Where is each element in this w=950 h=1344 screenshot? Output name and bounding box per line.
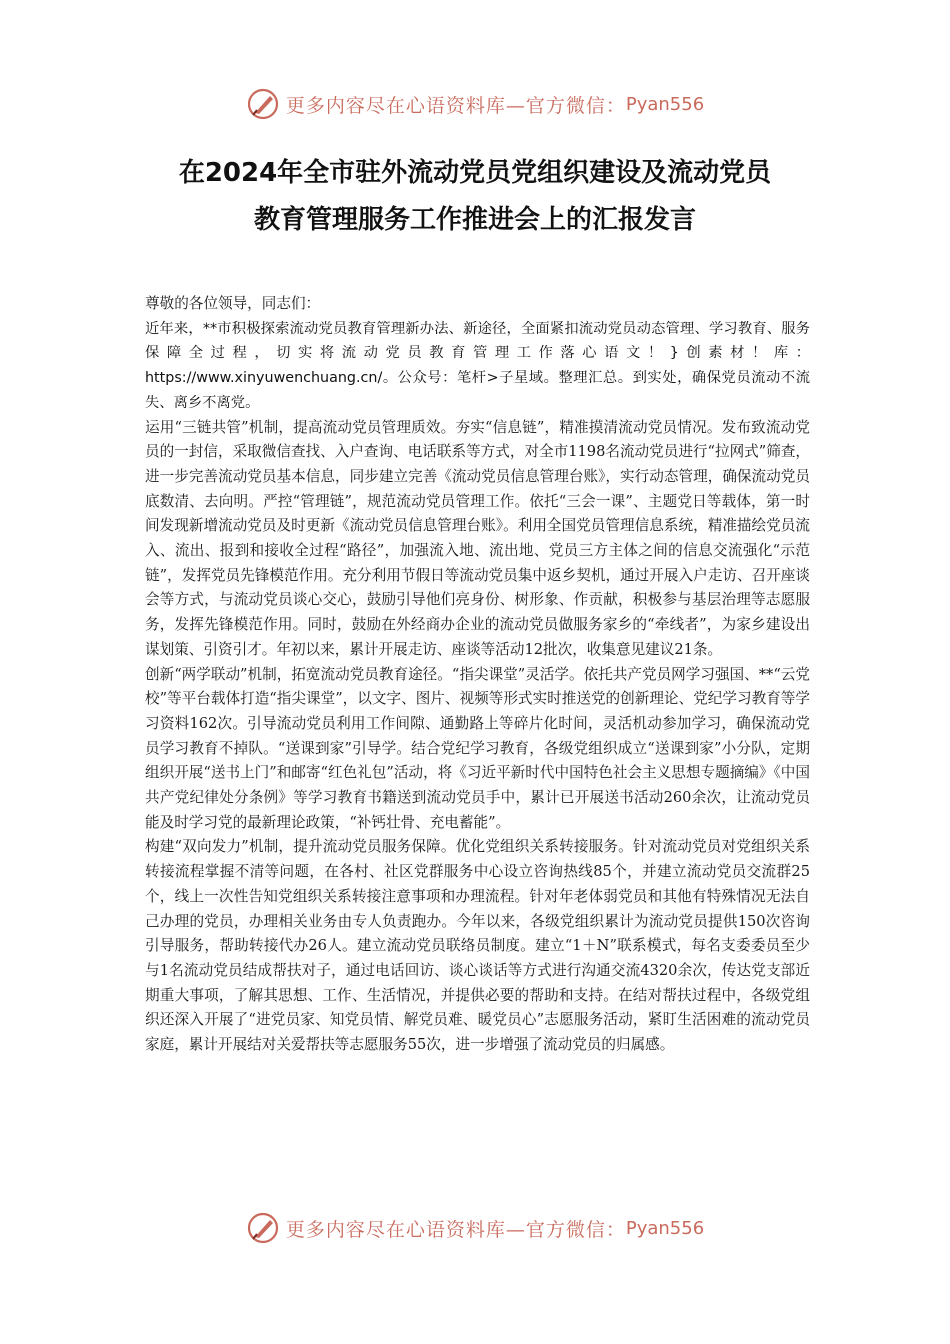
salutation: 尊敬的各位领导，同志们：	[145, 295, 321, 312]
title-line-2: 教育管理服务工作推进会上的汇报发言	[253, 205, 696, 235]
document-title	[120, 150, 830, 244]
paragraph-service: 构建“双向发力”机制，提升流动党员服务保障。优化党组织关系转接服务。针对流动党员对党组织关系转接流程掌握不清等问题，在各村、社区党群服务中心设立咨询热线85个，并建立流动党员交流群25个，线上一次性告知党组织关系转接注意事项和办理流程。针对年老体弱党员和其他有特殊情况无法自己办理的党员，办理相关业务由专人负责跑办。今年以来，各级党组织累计为流动党员提供150次咨询引导服务，帮助转接代办26人。建立流动党员联络员制度。建立“1＋N”联系模式，每名支委委员至少与1名流动党员结成帮扶对子，通过电话回访、谈心谈话等方式进行沟通交流4320余次，传达党支部近期重大事项，了解其思想、工作、生活情况，并提供必要的帮助和支持。在结对帮扶过程中，各级党组织还深入开展了“进党员家、知党员情、解党员难、暖党员心”志愿服务活动，紧盯生活困难的流动党员家庭，累计开展结对关爱帮扶等志愿服务55次，进一步增强了流动党员的归属感。	[145, 838, 810, 1054]
header-banner	[0, 84, 950, 124]
intro-paragraph: 近年来，**市积极探索流动党员教育管理新办法、新途径，全面紧扣流动党员动态管理、学习教育、服务保障全过程，切实将流动党员教育管理工作落心语文！}创素材！库：https://www.xinyuwenchuang.cn/。公众号：笔杆>子星域。整理汇总。到实处，确保党员流动不流失、离乡不离党。	[145, 320, 810, 411]
title-line-1: 在2024年全市驻外流动党员党组织建设及流动党员	[178, 158, 772, 188]
paragraph-management: 运用“三链共管”机制，提高流动党员管理质效。夯实“信息链”，精准摸清流动党员情况。发布致流动党员的一封信，采取微信查找、入户查询、电话联系等方式，对全市1198名流动党员进行“拉网式”筛查，进一步完善流动党员基本信息，同步建立完善《流动党员信息管理台账》，实行动态管理，确保流动党员底数清、去向明。严控“管理链”，规范流动党员管理工作。依托“三会一课”、主题党日等载体，第一时间发现新增流动党员及时更新《流动党员信息管理台账》。利用全国党员管理信息系统，精准描绘党员流入、流出、报到和接收全过程“路径”，加强流入地、流出地、党员三方主体之间的信息交流强化“示范链”，发挥党员先锋模范作用。充分利用节假日等流动党员集中返乡契机，通过开展入户走访、召开座谈会等方式，与流动党员谈心交心，鼓励引导他们亮身份、树形象、作贡献，积极参与基层治理等志愿服务，发挥先锋模范作用。同时，鼓励在外经商办企业的流动党员做服务家乡的“牵线者”，为家乡建设出谋划策、引资引才。年初以来，累计开展走访、座谈等活动12批次，收集意见建议21条。	[145, 418, 811, 658]
footer-banner	[0, 1208, 950, 1248]
quill-logo-icon	[246, 1211, 280, 1245]
document-body	[145, 292, 810, 1058]
banner-text: 更多内容尽在心语资料库—官方微信：	[285, 1218, 626, 1241]
paragraph-education: 创新“两学联动”机制，拓宽流动党员教育途径。“指尖课堂”灵活学。依托共产党员网学习强国、**“云党校”等平台载体打造“指尖课堂”，以文字、图片、视频等形式实时推送党的创新理论、党纪学习教育等学习资料162次。引导流动党员利用工作间隙、通勤路上等碎片化时间，灵活机动参加学习，确保流动党员学习教育不掉队。“送课到家”引导学。结合党纪学习教育，各级党组织成立“送课到家”小分队，定期组织开展“送书上门”和邮寄“红色礼包”活动，将《习近平新时代中国特色社会主义思想专题摘编》《中国共产党纪律处分条例》等学习教育书籍送到流动党员手中，累计已开展送书活动260余次，让流动党员能及时学习党的最新理论政策，“补钙壮骨、充电蓄能”。	[145, 665, 810, 831]
wechat-id: Pyan556	[625, 1217, 705, 1239]
quill-logo-icon	[246, 87, 280, 121]
wechat-id: Pyan556	[625, 93, 705, 115]
banner-text: 更多内容尽在心语资料库—官方微信：	[285, 94, 626, 117]
